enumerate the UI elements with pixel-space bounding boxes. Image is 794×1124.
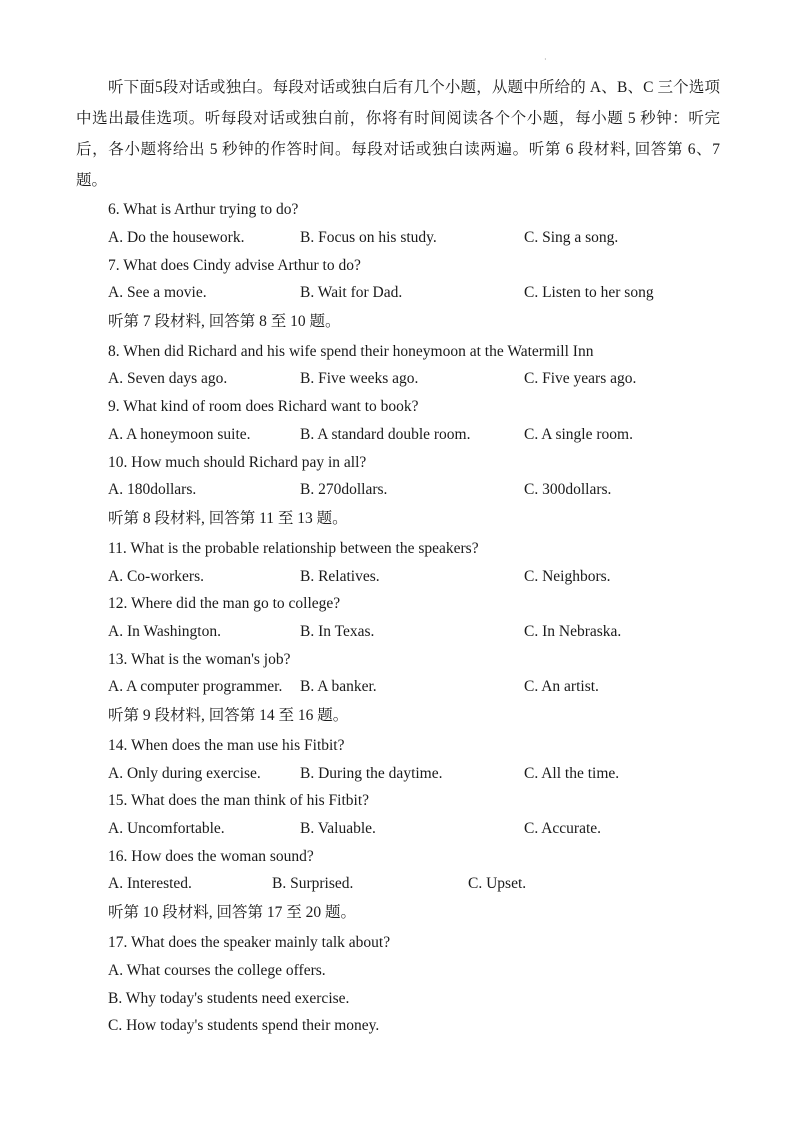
question-17-stem: 17. What does the speaker mainly talk about? — [108, 934, 391, 951]
section-10-heading: 听第 10 段材料, 回答第 17 至 20 题。 — [108, 904, 357, 921]
question-15-stem: 15. What does the man think of his Fitbit? — [108, 792, 370, 809]
question-8-option-c: C. Five years ago. — [524, 370, 637, 387]
question-12-option-c: C. In Nebraska. — [524, 623, 622, 640]
question-11-option-a: A. Co-workers. — [108, 568, 204, 585]
question-12-option-b: B. In Texas. — [300, 623, 375, 640]
question-10-option-a: A. 180dollars. — [108, 481, 197, 498]
question-6-option-b: B. Focus on his study. — [300, 229, 437, 246]
question-17-option-a: A. What courses the college offers. — [108, 962, 326, 979]
question-15-option-c: C. Accurate. — [524, 820, 602, 837]
section-8-heading: 听第 8 段材料, 回答第 11 至 13 题。 — [108, 510, 348, 527]
question-10-option-b: B. 270dollars. — [300, 481, 388, 498]
question-16-option-c: C. Upset. — [468, 875, 527, 892]
question-7-stem: 7. What does Cindy advise Arthur to do? — [108, 257, 361, 274]
question-6-stem: 6. What is Arthur trying to do? — [108, 201, 299, 218]
question-16-option-a: A. Interested. — [108, 875, 192, 892]
question-14-option-a: A. Only during exercise. — [108, 765, 261, 782]
question-14-option-c: C. All the time. — [524, 765, 620, 782]
question-9-option-c: C. A single room. — [524, 426, 633, 443]
question-16-option-b: B. Surprised. — [272, 875, 354, 892]
question-10-stem: 10. How much should Richard pay in all? — [108, 454, 367, 471]
question-13-option-a: A. A computer programmer. — [108, 678, 283, 695]
question-17-option-b: B. Why today's students need exercise. — [108, 990, 350, 1007]
question-14-option-b: B. During the daytime. — [300, 765, 443, 782]
question-17-option-c: C. How today's students spend their money. — [108, 1017, 380, 1034]
question-11-option-b: B. Relatives. — [300, 568, 380, 585]
section-7-heading: 听第 7 段材料, 回答第 8 至 10 题。 — [108, 313, 341, 330]
question-13-option-c: C. An artist. — [524, 678, 599, 695]
question-6-option-c: C. Sing a song. — [524, 229, 619, 246]
question-9-option-a: A. A honeymoon suite. — [108, 426, 251, 443]
question-8-stem: 8. When did Richard and his wife spend their honeymoon at the Watermill Inn — [108, 343, 594, 360]
instructions-paragraph: 听下面5段对话或独白。每段对话或独白后有几个小题，从题中所给的 A、B、C 三个选项中选出最佳选项。听每段对话或独白前，你将有时间阅读各个个小题，每小题 5 秒钟：听完后，各小题将给出 5 秒钟的作答时间。每段对话或独白读两遍。听第 6 段材料, 回答第 6、7 题。 — [76, 79, 720, 189]
question-14-stem: 14. When does the man use his Fitbit? — [108, 737, 345, 754]
question-10-option-c: C. 300dollars. — [524, 481, 612, 498]
page-mark: · — [544, 55, 547, 64]
question-8-option-b: B. Five weeks ago. — [300, 370, 419, 387]
question-7-option-b: B. Wait for Dad. — [300, 284, 403, 301]
question-7-option-c: C. Listen to her song — [524, 284, 654, 301]
question-9-stem: 9. What kind of room does Richard want to book? — [108, 398, 419, 415]
question-15-option-b: B. Valuable. — [300, 820, 376, 837]
question-12-option-a: A. In Washington. — [108, 623, 221, 640]
question-13-option-b: B. A banker. — [300, 678, 377, 695]
question-15-option-a: A. Uncomfortable. — [108, 820, 225, 837]
question-12-stem: 12. Where did the man go to college? — [108, 595, 341, 612]
section-9-heading: 听第 9 段材料, 回答第 14 至 16 题。 — [108, 707, 349, 724]
question-9-option-b: B. A standard double room. — [300, 426, 471, 443]
question-6-option-a: A. Do the housework. — [108, 229, 245, 246]
question-11-option-c: C. Neighbors. — [524, 568, 611, 585]
question-16-stem: 16. How does the woman sound? — [108, 848, 314, 865]
question-7-option-a: A. See a movie. — [108, 284, 207, 301]
question-13-stem: 13. What is the woman's job? — [108, 651, 291, 668]
question-8-option-a: A. Seven days ago. — [108, 370, 228, 387]
question-11-stem: 11. What is the probable relationship between the speakers? — [108, 540, 479, 557]
